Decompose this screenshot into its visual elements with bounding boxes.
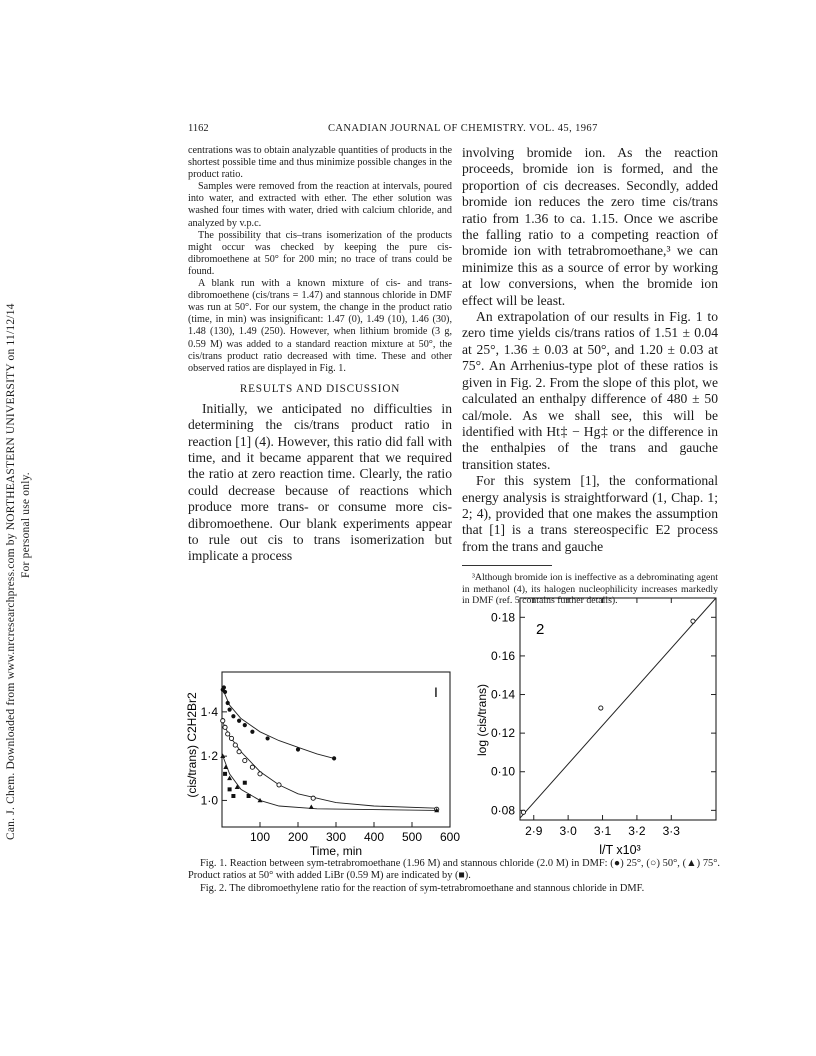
y-tick-label: 1·0: [200, 793, 218, 808]
data-point: [243, 723, 247, 727]
data-point: [226, 732, 230, 736]
figure-2-caption: Fig. 2. The dibromoethylene ratio for the reaction of sym-tetrabromoethane and stannous chloride in DMF.: [200, 882, 645, 894]
plot-marks: [520, 598, 716, 820]
data-point: [228, 787, 232, 791]
download-notice-line1: Can. J. Chem. Downloaded from www.nrcresearchpress.com by NORTHEASTERN UNIVERSITY on 11/12/14: [5, 303, 17, 840]
data-point: [296, 747, 300, 751]
data-point: [311, 796, 315, 800]
figure-2-chart: [470, 590, 730, 860]
data-point: [277, 783, 281, 787]
data-point: [226, 701, 230, 705]
y-tick-label: 0·08: [490, 803, 515, 818]
data-point: [221, 719, 225, 723]
paragraph: centrations was to obtain analyzable quantities of products in the shortest possible time and thus minimize possible changes in the product ratio.: [188, 145, 452, 181]
data-point: [237, 750, 241, 754]
x-tick-label: 400: [363, 830, 385, 844]
data-point: [521, 810, 525, 814]
figure-1-caption: Fig. 1. Reaction between sym-tetrabromoethane (1.96 M) and stannous chloride (2.0 M) in DMF: (●) 25°, (○) 50°, (▲) 75°. Product ratios at 50° with added LiBr (0.59 M) are indicated by (■).: [188, 858, 720, 882]
data-point: [233, 743, 237, 747]
panel-label: 2: [536, 621, 545, 638]
x-tick-label: 300: [325, 830, 347, 844]
footnote-rule: [462, 565, 552, 566]
y-tick-label: 0·12: [490, 726, 515, 741]
right-column: [462, 145, 718, 606]
footnote: ³Although bromide ion is ineffective as a debrominating agent in methanol (4), its halogen nucleophilicity increases markedly in DMF (ref. 5 contains further details).: [462, 572, 718, 606]
data-point: [243, 781, 247, 785]
figure-1-chart: [180, 655, 470, 860]
x-tick-label: 3·0: [559, 824, 577, 838]
x-tick-label: 500: [401, 830, 423, 844]
series-curve: [222, 688, 334, 759]
fit-line: [520, 598, 716, 818]
plot-marks: [220, 685, 450, 827]
y-tick-label: 1·4: [200, 704, 218, 719]
y-tick-label: 0·16: [490, 648, 515, 663]
download-notice: [0, 0, 34, 1056]
paragraph: A blank run with a known mixture of cis- and trans-dibromoethene (cis/trans = 1.47) and stannous chloride in DMF was run at 50°. For our system, the change in the product ratio (time, in min) was insignificant: 1.47 (0), 1.49 (10), 1.46 (30), 1.48 (130), 1.49 (250). However, when lithium bromide (3 g, 0.59 M) was added to a standard reaction mixture at 50°, the cis/trans product ratio decreased with time. These and other observed ratios are displayed in Fig. 1.: [188, 278, 452, 374]
panel-label: I: [434, 684, 438, 700]
data-point: [223, 725, 227, 729]
y-axis-label-text: (cis/trans) C2H2Br2: [185, 692, 199, 798]
data-point: [237, 719, 241, 723]
data-point: [266, 736, 270, 740]
left-column: [188, 145, 452, 565]
data-point: [229, 736, 233, 740]
figure-captions: [188, 858, 720, 895]
y-tick-label: 0·14: [490, 687, 515, 702]
data-point: [691, 619, 695, 623]
data-point: [258, 798, 263, 802]
running-header: [188, 123, 718, 139]
plot-frame: [222, 672, 450, 827]
x-axis-label: Time, min: [309, 844, 363, 858]
y-axis-label: [185, 692, 199, 798]
y-axis-label: log (cis/trans): [475, 683, 489, 757]
series-curve: [222, 721, 437, 809]
x-tick-label: 3·2: [628, 824, 646, 838]
paragraph: An extrapolation of our results in Fig. 1 to zero time yields cis/trans ratios of 1.51 ± 0.04 at 25°, 1.36 ± 0.03 at 50°, and 1.20 ± 0.03 at 75°. An Arrhenius-type plot of these ratios is given in Fig. 2. From the slope of this plot, we calculated an enthalpy difference of 480 ± 50 cal/mole. As we shall see, this will be identified with Ht‡ − Hg‡ or the difference in the enthalpies of the trans and gauche transition states.: [462, 309, 718, 472]
data-point: [223, 765, 228, 769]
data-point: [231, 794, 235, 798]
paragraph: The possibility that cis–trans isomerization of the products might occur was checked by keeping the pure cis-dibromoethene at 50° for 200 min; no trace of trans could be found.: [188, 229, 452, 277]
data-point: [243, 758, 247, 762]
y-tick-label: 0·18: [490, 610, 515, 625]
data-point: [309, 804, 314, 808]
x-tick-label: 3·3: [662, 824, 680, 838]
y-tick-label: 1·2: [200, 749, 218, 764]
data-point: [223, 772, 227, 776]
section-heading: RESULTS AND DISCUSSION: [239, 382, 401, 395]
paragraph: Samples were removed from the reaction at intervals, poured into water, and extracted with ether. The ether solution was washed four times with water, dried with calcium chloride, and analyzed by v.p.c.: [188, 181, 452, 229]
series-curve: [222, 754, 437, 811]
download-notice-line2: For personal use only.: [20, 472, 32, 578]
x-tick-label: 2·9: [525, 824, 543, 838]
data-point: [599, 706, 603, 710]
x-tick-label: 600: [439, 830, 461, 844]
x-tick-label: 3·1: [593, 824, 612, 838]
data-point: [258, 772, 262, 776]
page-number: 1162: [188, 123, 209, 134]
journal-title: CANADIAN JOURNAL OF CHEMISTRY. VOL. 45, 1967: [328, 123, 598, 134]
data-point: [222, 685, 226, 689]
data-point: [223, 690, 227, 694]
y-tick-label: 0·10: [490, 764, 515, 779]
paragraph: Initially, we anticipated no difficulties in determining the cis/trans product ratio in reaction [1] (4). However, this ratio did fall with time, and it became apparent that we required the ratio at zero reaction time. Clearly, the ratio could decrease because of reactions which produce more trans- or consume more cis-dibromoethene. Our blank experiments appear to rule out cis to trans isomerization but implicate a process: [188, 400, 452, 564]
data-point: [247, 794, 251, 798]
data-point: [250, 730, 254, 734]
data-point: [250, 765, 254, 769]
paragraph: involving bromide ion. As the reaction proceeds, bromide ion is formed, and the proportion of cis decreases. Secondly, added bromide ion reduces the zero time cis/trans ratio from 1.36 to ca. 1.15. Once we ascribe the falling ratio to a competing reaction of bromide ion with tetrabromoethane,³ we can minimize this as a source of error by working at low conversions, when the bromide ion effect will be least.: [462, 145, 718, 308]
x-axis-label: l/T x10³: [599, 843, 641, 857]
data-point: [231, 714, 235, 718]
x-tick-label: 100: [249, 830, 271, 844]
data-point: [332, 756, 336, 760]
data-point: [228, 708, 232, 712]
paragraph: For this system [1], the conformational energy analysis is straightforward (1, Chap. 1; 2; 4), provided that one makes the assumption that [1] is a trans stereospecific E2 process from the trans and gauche: [462, 473, 718, 554]
x-tick-label: 200: [287, 830, 309, 844]
